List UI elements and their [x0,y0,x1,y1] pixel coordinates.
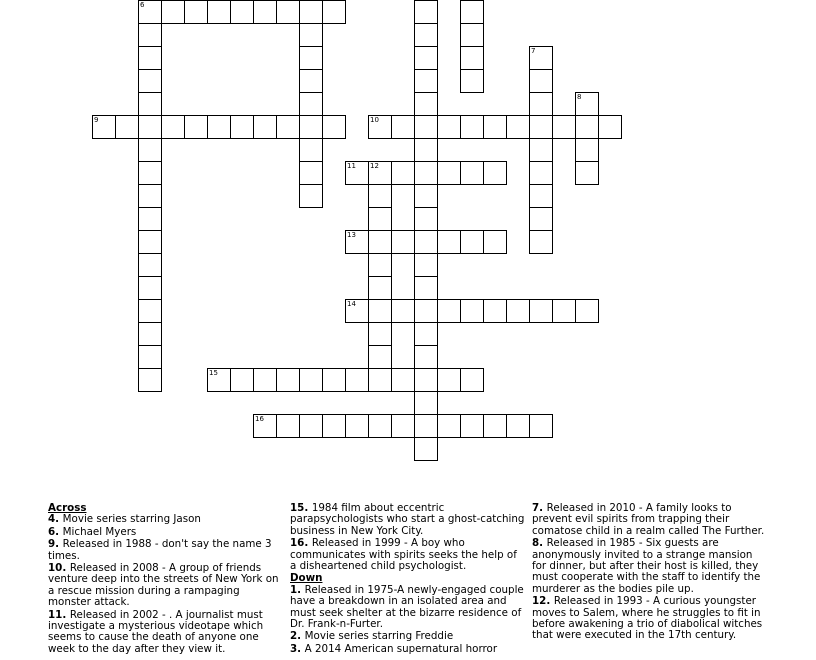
clue-text: Michael Myers [62,525,137,538]
clue-text: Released in 1999 - A boy who communicates with spirits seeks the help of a disheartened child psychologist. [290,537,517,573]
cell-number: 7 [531,47,536,55]
grid-cell[interactable] [529,230,553,254]
grid-cell[interactable] [414,391,438,415]
cell-number: 15 [209,369,218,377]
grid-cell[interactable] [414,368,438,392]
grid-cell[interactable] [483,161,507,185]
grid-cell[interactable] [299,161,323,185]
grid-cell[interactable] [299,69,323,93]
grid-cell[interactable] [299,0,323,1]
grid-cell[interactable] [529,115,553,139]
grid-cell[interactable] [529,184,553,208]
grid-cell[interactable] [391,115,415,139]
clue-number: 10. [48,562,70,575]
clue-number: 9. [48,538,63,551]
grid-cell[interactable] [345,299,369,323]
grid-cell[interactable] [138,46,162,70]
grid-cell[interactable] [460,161,484,185]
grid-cell[interactable] [575,92,599,116]
grid-cell[interactable] [345,414,369,438]
grid-cell[interactable] [161,115,185,139]
grid-cell[interactable] [322,414,346,438]
grid-cell[interactable] [368,299,392,323]
grid-cell[interactable] [138,69,162,93]
clue-number: 2. [290,630,305,643]
grid-cell[interactable] [414,46,438,70]
grid-cell[interactable] [138,92,162,116]
clue [290,503,526,537]
grid-cell[interactable] [276,115,300,139]
grid-cell[interactable] [368,230,392,254]
grid-cell[interactable] [138,322,162,346]
grid-cell[interactable] [276,368,300,392]
grid-cell[interactable] [414,322,438,346]
clue-number: 7. [532,502,547,514]
cell-number: 9 [94,116,99,124]
grid-cell[interactable] [299,0,323,24]
grid-cell[interactable] [552,299,576,323]
grid-cell[interactable] [414,0,438,24]
grid-cell[interactable] [230,115,254,139]
grid-cell[interactable] [414,69,438,93]
cell-number: 6 [140,1,145,9]
grid-cell[interactable] [276,0,300,24]
grid-cell[interactable] [345,161,369,185]
grid-cell[interactable] [414,299,438,323]
grid-cell[interactable] [529,161,553,185]
clue-number: 6. [48,525,63,538]
grid-cell[interactable] [138,23,162,47]
grid-cell[interactable] [138,207,162,231]
grid-cell[interactable] [184,115,208,139]
clue-text: Released in 2008 - A group of friends venture deep into the streets of New York on a rescue mission during a rampaging monster attack. [48,562,279,609]
grid-cell[interactable] [299,414,323,438]
grid-cell[interactable] [368,253,392,277]
clue [48,539,284,562]
down-header: Down [290,572,323,585]
clues-column-3 [532,503,768,643]
grid-cell[interactable] [414,414,438,438]
grid-cell[interactable] [184,0,208,24]
grid-cell[interactable] [437,368,461,392]
grid-cell[interactable] [299,23,323,47]
grid-cell[interactable] [299,184,323,208]
clue-text: Movie series starring Freddie [304,630,454,643]
grid-cell[interactable] [253,368,277,392]
grid-cell[interactable] [529,138,553,162]
grid-cell[interactable] [575,138,599,162]
grid-cell[interactable] [345,230,369,254]
grid-cell[interactable] [391,299,415,323]
grid-cell[interactable] [276,414,300,438]
grid-cell[interactable] [529,207,553,231]
grid-cell[interactable] [414,253,438,277]
grid-cell[interactable] [414,276,438,300]
grid-cell[interactable] [575,115,599,139]
grid-cell[interactable] [368,207,392,231]
grid-cell[interactable] [414,437,438,461]
grid-cell[interactable] [299,46,323,70]
grid-cell[interactable] [483,230,507,254]
grid-cell[interactable] [207,0,231,24]
grid-cell[interactable] [138,115,162,139]
clue-number: 12. [532,595,554,608]
grid-cell[interactable] [460,115,484,139]
grid-cell[interactable] [437,161,461,185]
clue [532,596,768,642]
clue-text: Released in 1993 - A curious youngster moves to Salem, where he struggles to fit in before awakening a trio of diabolical witches that were executed in the 17th century. [532,595,763,642]
across-header: Across [48,502,87,514]
grid-cell[interactable] [368,322,392,346]
clue [290,644,526,655]
grid-cell[interactable] [506,299,530,323]
grid-cell[interactable] [483,115,507,139]
grid-cell[interactable] [414,345,438,369]
clue [290,538,526,572]
clue-number: 8. [532,537,547,550]
clues-column-1 [48,503,284,656]
grid-cell[interactable] [529,69,553,93]
grid-cell[interactable] [575,299,599,323]
grid-cell[interactable] [230,368,254,392]
grid-cell[interactable] [253,0,277,24]
down-clue-list [290,585,526,655]
grid-cell[interactable] [207,115,231,139]
grid-cell[interactable] [437,299,461,323]
grid-cell[interactable] [299,115,323,139]
grid-cell[interactable] [506,115,530,139]
clue-text: Released in 2010 - A family looks to prevent evil spirits from trapping their comatose child in a realm called The Further. [532,502,765,537]
grid-cell[interactable] [92,115,116,139]
grid-cell[interactable] [391,161,415,185]
grid-cell[interactable] [529,92,553,116]
grid-cell[interactable] [138,299,162,323]
grid-cell[interactable] [115,115,139,139]
cell-number: 11 [347,162,356,170]
grid-cell[interactable] [138,368,162,392]
grid-cell[interactable] [253,115,277,139]
grid-cell[interactable] [414,207,438,231]
grid-cell[interactable] [391,414,415,438]
clue [290,631,526,642]
grid-cell[interactable] [299,368,323,392]
clue [48,563,284,609]
grid-cell[interactable] [460,414,484,438]
grid-cell[interactable] [207,368,231,392]
grid-cell[interactable] [253,414,277,438]
grid-cell[interactable] [299,92,323,116]
grid-cell[interactable] [414,115,438,139]
clue [48,514,284,525]
clue-number: 1. [290,583,305,596]
grid-cell[interactable] [391,230,415,254]
grid-cell[interactable] [138,138,162,162]
clue-number: 15. [290,502,312,514]
grid-cell[interactable] [368,161,392,185]
clue [48,610,284,656]
grid-cell[interactable] [437,414,461,438]
clue-text: A 2014 American supernatural horror [304,642,498,655]
grid-cell[interactable] [575,161,599,185]
grid-cell[interactable] [230,0,254,24]
grid-cell[interactable] [368,184,392,208]
clue-number: 4. [48,513,63,526]
cell-number: 14 [347,300,356,308]
clue [48,527,284,538]
grid-cell[interactable] [414,23,438,47]
grid-cell[interactable] [437,115,461,139]
cell-number: 16 [255,415,264,423]
grid-cell[interactable] [368,276,392,300]
cell-number: 13 [347,231,356,239]
grid-cell[interactable] [529,46,553,70]
clue-text: Released in 1985 - Six guests are anonymously invited to a strange mansion for dinner, but after their host is killed, they must cooperate with the staff to identify the murderer as the bodies pile up. [532,537,761,595]
down-clue-list-continued [532,503,768,642]
grid-cell[interactable] [460,368,484,392]
grid-cell[interactable] [437,230,461,254]
clue-text: Released in 1975-A newly-engaged couple have a breakdown in an isolated area and must seek shelter at the bizarre residence of Dr. Frank-n-Furter. [290,583,524,631]
grid-cell[interactable] [322,368,346,392]
grid-cell[interactable] [414,92,438,116]
grid-cell[interactable] [483,299,507,323]
grid-cell[interactable] [322,115,346,139]
clue-text: 1984 film about eccentric parapsychologists who start a ghost-catching business in New York City. [290,502,525,537]
grid-cell[interactable] [483,414,507,438]
grid-cell[interactable] [529,414,553,438]
clue-text: Released in 1988 - don't say the name 3 times. [48,538,272,562]
grid-cell[interactable] [460,69,484,93]
grid-cell[interactable] [368,414,392,438]
grid-cell[interactable] [460,46,484,70]
grid-cell[interactable] [161,0,185,24]
clue-text: Movie series starring Jason [62,513,201,526]
grid-cell[interactable] [368,345,392,369]
grid-cell[interactable] [552,115,576,139]
grid-cell[interactable] [414,138,438,162]
grid-cell[interactable] [391,368,415,392]
grid-cell[interactable] [138,345,162,369]
clues-column-2 [290,503,526,656]
grid-cell[interactable] [322,0,346,24]
clue-number: 3. [290,642,305,655]
grid-cell[interactable] [529,299,553,323]
grid-cell[interactable] [460,23,484,47]
grid-cell[interactable] [138,230,162,254]
grid-cell[interactable] [138,253,162,277]
grid-cell[interactable] [138,184,162,208]
grid-cell[interactable] [138,0,162,24]
across-clue-list [48,514,284,655]
grid-cell[interactable] [460,0,484,24]
grid-cell[interactable] [368,115,392,139]
grid-cell[interactable] [506,414,530,438]
clue [532,503,768,537]
grid-cell[interactable] [460,299,484,323]
cell-number: 12 [370,162,379,170]
clue-text: Released in 2002 - . A journalist must investigate a mysterious videotape which seems to cause the death of anyone one week to the day after they view it. [48,608,264,655]
grid-cell[interactable] [598,115,622,139]
clue-number: 16. [290,537,312,550]
grid-cell[interactable] [138,161,162,185]
grid-cell[interactable] [138,276,162,300]
grid-cell[interactable] [414,161,438,185]
clue [290,585,526,631]
across-clue-list-continued [290,503,526,572]
grid-cell[interactable] [299,138,323,162]
cell-number: 10 [370,116,379,124]
clue-number: 11. [48,608,70,621]
grid-cell[interactable] [368,368,392,392]
grid-cell[interactable] [460,230,484,254]
grid-cell[interactable] [414,230,438,254]
clue [532,538,768,595]
grid-cell[interactable] [345,368,369,392]
cell-number: 8 [577,93,582,101]
grid-cell[interactable] [414,184,438,208]
